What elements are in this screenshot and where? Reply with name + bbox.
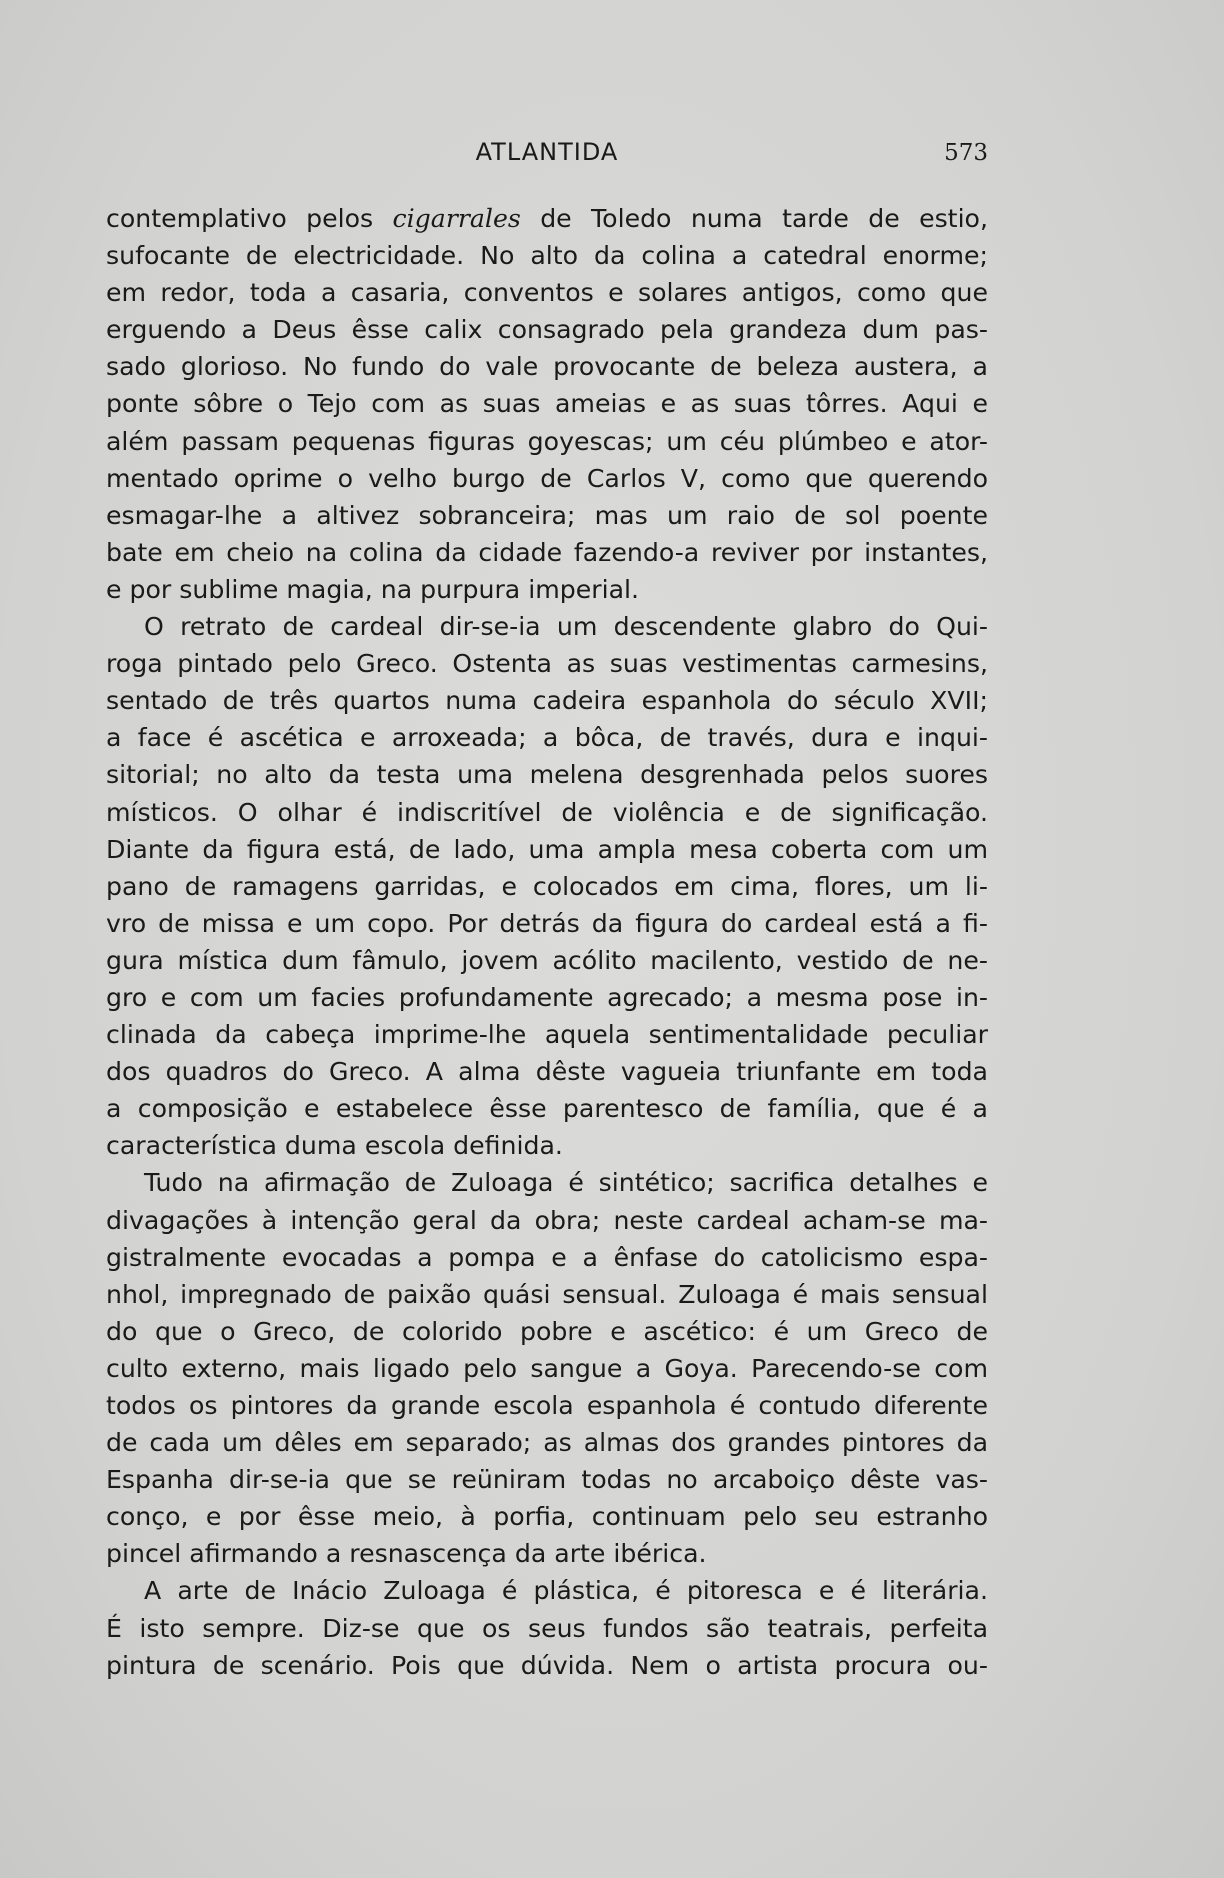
text-line: roga pintado pelo Greco. Ostenta as suas vestimentas carmesins, (106, 649, 988, 679)
text-line: sufocante de electricidade. No alto da colina a catedral enorme; (106, 241, 988, 271)
text-line: a face é ascética e arroxeada; a bôca, de través, dura e inqui- (106, 723, 988, 753)
text-line: clinada da cabeça imprime-lhe aquela sentimentalidade peculiar (106, 1020, 988, 1050)
text-line: sentado de três quartos numa cadeira espanhola do século XVII; (106, 686, 988, 716)
text-line: além passam pequenas figuras goyescas; um céu plúmbeo e ator- (106, 426, 988, 456)
text-line: erguendo a Deus êsse calix consagrado pela grandeza dum pas- (106, 315, 988, 345)
text-line: do que o Greco, de colorido pobre e ascético: é um Greco de (106, 1316, 988, 1346)
page-number: 573 (944, 140, 988, 166)
text-line: gura mística dum fâmulo, jovem acólito macilento, vestido de ne- (106, 945, 988, 975)
text-line: sitorial; no alto da testa uma melena desgrenhada pelos suores (106, 760, 988, 790)
text-line: gistralmente evocadas a pompa e a ênfase do catolicismo espa- (106, 1242, 988, 1272)
text-line: nhol, impregnado de paixão quási sensual. Zuloaga é mais sensual (106, 1279, 988, 1309)
text-line: Tudo na afirmação de Zuloaga é sintético; sacrifica detalhes e (144, 1168, 988, 1198)
text-line: dos quadros do Greco. A alma dêste vagueia triunfante em toda (106, 1057, 988, 1087)
text-line: bate em cheio na colina da cidade fazendo-a reviver por instantes, (106, 537, 988, 567)
text-line: pincel afirmando a resnascença da arte ibérica. (106, 1539, 707, 1569)
text-line: O retrato de cardeal dir-se-ia um descendente glabro do Qui- (144, 612, 988, 642)
text-line: Espanha dir-se-ia que se reüniram todas no arcaboiço dêste vas- (106, 1465, 988, 1495)
text-line: todos os pintores da grande escola espanhola é contudo diferente (106, 1391, 988, 1420)
italic-term: cigarrales (392, 204, 521, 233)
body-text (106, 200, 988, 1684)
text-line: de cada um dêles em separado; as almas dos grandes pintores da (106, 1428, 988, 1458)
text-line: ponte sôbre o Tejo com as suas ameias e as suas tôrres. Aqui e (106, 389, 988, 419)
text-line: conço, e por êsse meio, à porfia, continuam pelo seu estranho (106, 1502, 988, 1532)
running-title: ATLANTIDA (475, 138, 619, 166)
running-header (106, 138, 988, 178)
text-line: culto externo, mais ligado pelo sangue a Goya. Parecendo-se com (106, 1353, 988, 1383)
text-line: mentado oprime o velho burgo de Carlos V, como que querendo (106, 463, 988, 493)
text-line: gro e com um facies profundamente agrecado; a mesma pose in- (106, 982, 988, 1012)
text-line: pano de ramagens garridas, e colocados em cima, flores, um li- (106, 871, 988, 901)
text-line: e por sublime magia, na purpura imperial. (106, 574, 640, 604)
text-line: sado glorioso. No fundo do vale provocante de beleza austera, a (106, 352, 988, 382)
text-line: em redor, toda a casaria, conventos e solares antigos, como que (106, 278, 988, 308)
text-line: A arte de Inácio Zuloaga é plástica, é pitoresca e é literária. (144, 1576, 988, 1606)
text-line: vro de missa e um copo. Por detrás da figura do cardeal está a fi- (106, 908, 988, 938)
text-line: divagações à intenção geral da obra; neste cardeal acham-se ma- (106, 1205, 988, 1235)
text-line: pintura de scenário. Pois que dúvida. Nem o artista procura ou- (106, 1650, 988, 1680)
text-line: contemplativo pelos cigarrales de Toledo numa tarde de estio, (106, 204, 988, 233)
text-line: esmagar-lhe a altivez sobranceira; mas um raio de sol poente (106, 500, 988, 530)
text-line: a composição e estabelece êsse parentesco de família, que é a (106, 1094, 988, 1124)
text-line: Diante da figura está, de lado, uma ampla mesa coberta com um (106, 834, 988, 864)
text-line: místicos. O olhar é indiscritível de violência e de significação. (106, 797, 988, 827)
text-line: É isto sempre. Diz-se que os seus fundos são teatrais, perfeita (106, 1613, 988, 1643)
text-line: característica duma escola definida. (106, 1131, 563, 1161)
